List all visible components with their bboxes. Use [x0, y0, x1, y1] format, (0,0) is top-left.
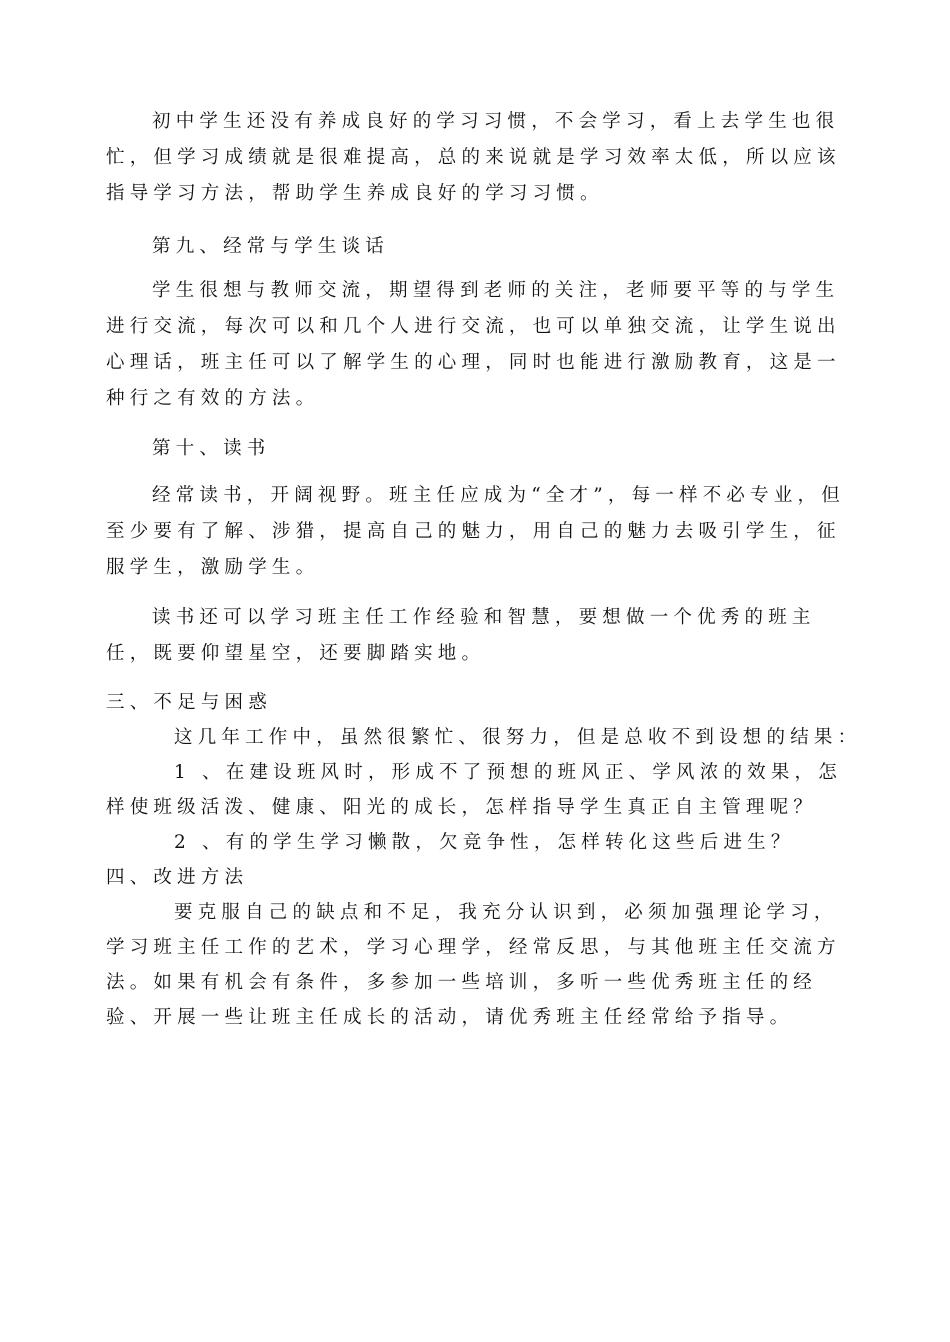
- paragraph-point-one: 1 、在建设班风时，形成不了预想的班风正、学风浓的效果，怎样使班级活泼、健康、阳光的成长，怎样指导学生真正自主管理呢？: [106, 762, 842, 818]
- section-three-shortcomings: 三、不足与困惑: [106, 692, 272, 713]
- paragraph-talk-with-students: 学生很想与教师交流，期望得到老师的关注，老师要平等的与学生进行交流，每次可以和几个人进行交流，也可以单独交流，让学生说出心理话，班主任可以了解学生的心理，同时也能进行激励教育，这是一种行之有效的方法。: [106, 280, 841, 409]
- paragraph-study-habits: 初中学生还没有养成良好的学习习惯，不会学习，看上去学生也很忙，但学习成绩就是很难提高，总的来说就是学习效率太低，所以应该指导学习方法，帮助学生养成良好的学习习惯。: [106, 111, 841, 204]
- paragraph-point-two: 2 、有的学生学习懒散，欠竞争性，怎样转化这些后进生？: [174, 832, 795, 853]
- paragraph-reading-experience: 读书还可以学习班主任工作经验和智慧，要想做一个优秀的班主任，既要仰望星空，还要脚踏实地。: [106, 607, 816, 664]
- paragraph-reading: 经常读书，开阔视野。班主任应成为“全才”，每一样不必专业，但至少要有了解、涉猎，提高自己的魅力，用自己的魅力去吸引学生，征服学生，激励学生。: [106, 485, 845, 578]
- heading-tenth-reading: 第十、读书: [152, 438, 271, 459]
- heading-ninth-talk-with-students: 第九、经常与学生谈话: [152, 236, 390, 257]
- section-four-improvement: 四、改进方法: [106, 867, 249, 888]
- paragraph-improvement: 要克服自己的缺点和不足，我充分认识到，必须加强理论学习，学习班主任工作的艺术，学习心理学，经常反思，与其他班主任交流方法。如果有机会有条件，多参加一些培训，多听一些优秀班主任的经验、开展一些让班主任成长的活动，请优秀班主任经常给予指导。: [106, 902, 841, 1028]
- paragraph-results: 这几年工作中，虽然很繁忙、很努力，但是总收不到设想的结果：: [174, 727, 862, 748]
